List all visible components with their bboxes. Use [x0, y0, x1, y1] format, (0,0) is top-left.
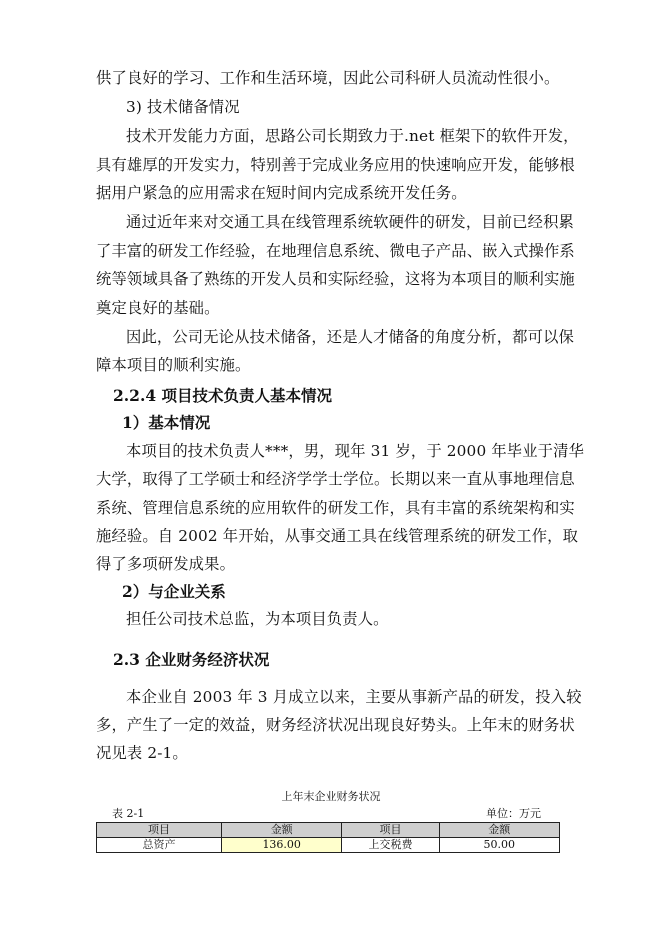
section-heading: 2.2.4 项目技术负责人基本情况 [113, 386, 333, 405]
paragraph-line: 系统、管理信息系统的应用软件的研发工作，具有丰富的系统架构和实 [96, 499, 575, 517]
table-cell-item: 总资产 [97, 838, 222, 853]
section-heading: 2.3 企业财务经济状况 [113, 650, 270, 669]
paragraph-line: 大学，取得了工学硕士和经济学学士学位。长期以来一直从事地理信息 [96, 470, 575, 488]
column-header-amount: 金额 [222, 823, 342, 838]
paragraph-line: 供了良好的学习、工作和生活环境，因此公司科研人员流动性很小。 [96, 69, 560, 87]
subsection-label: 3) 技术储备情况 [126, 98, 240, 116]
subsection-heading: 1）基本情况 [122, 413, 211, 432]
table-cell-amount: 50.00 [439, 838, 559, 853]
paragraph-line: 技术开发能力方面，思路公司长期致力于.net 框架下的软件开发， [126, 127, 579, 145]
paragraph-line: 施经验。自 2002 年开始，从事交通工具在线管理系统的研发工作，取 [96, 527, 579, 545]
paragraph-line: 了丰富的研发工作经验，在地理信息系统、微电子产品、嵌入式操作系 [96, 242, 575, 260]
paragraph-line: 因此，公司无论从技术储备，还是人才储备的角度分析，都可以保 [126, 328, 574, 346]
subsection-heading: 2）与企业关系 [122, 582, 226, 601]
paragraph-line: 具有雄厚的开发实力，特别善于完成业务应用的快速响应开发，能够根 [96, 156, 575, 174]
table-unit: 单位：万元 [486, 807, 541, 820]
paragraph-line: 障本项目的顺利实施。 [96, 356, 251, 374]
paragraph-line: 担任公司技术总监，为本项目负责人。 [126, 610, 389, 628]
paragraph-line: 本项目的技术负责人***，男，现年 31 岁，于 2000 年毕业于清华 [126, 442, 585, 460]
paragraph-line: 奠定良好的基础。 [96, 299, 220, 317]
paragraph-line: 统等领域具备了熟练的开发人员和实际经验，这将为本项目的顺利实施 [96, 270, 575, 288]
table-row [97, 838, 560, 853]
table-cell-item: 上交税费 [342, 838, 439, 853]
table-number: 表 2-1 [112, 807, 145, 820]
table-cell-amount: 136.00 [222, 838, 342, 853]
paragraph-line: 据用户紧急的应用需求在短时间内完成系统开发任务。 [96, 184, 467, 202]
paragraph-line: 多，产生了一定的效益，财务经济状况出现良好势头。上年末的财务状 [96, 716, 575, 734]
financial-table [96, 822, 560, 853]
paragraph-line: 得了多项研发成果。 [96, 555, 236, 573]
column-header-item: 项目 [342, 823, 439, 838]
table-header-row [97, 823, 560, 838]
paragraph-line: 况见表 2-1。 [96, 744, 188, 762]
column-header-item: 项目 [97, 823, 222, 838]
paragraph-line: 本企业自 2003 年 3 月成立以来，主要从事新产品的研发，投入较 [126, 688, 582, 706]
paragraph-line: 通过近年来对交通工具在线管理系统软硬件的研发，目前已经积累 [126, 213, 574, 231]
column-header-amount: 金额 [439, 823, 559, 838]
table-title: 上年末企业财务状况 [281, 790, 381, 803]
